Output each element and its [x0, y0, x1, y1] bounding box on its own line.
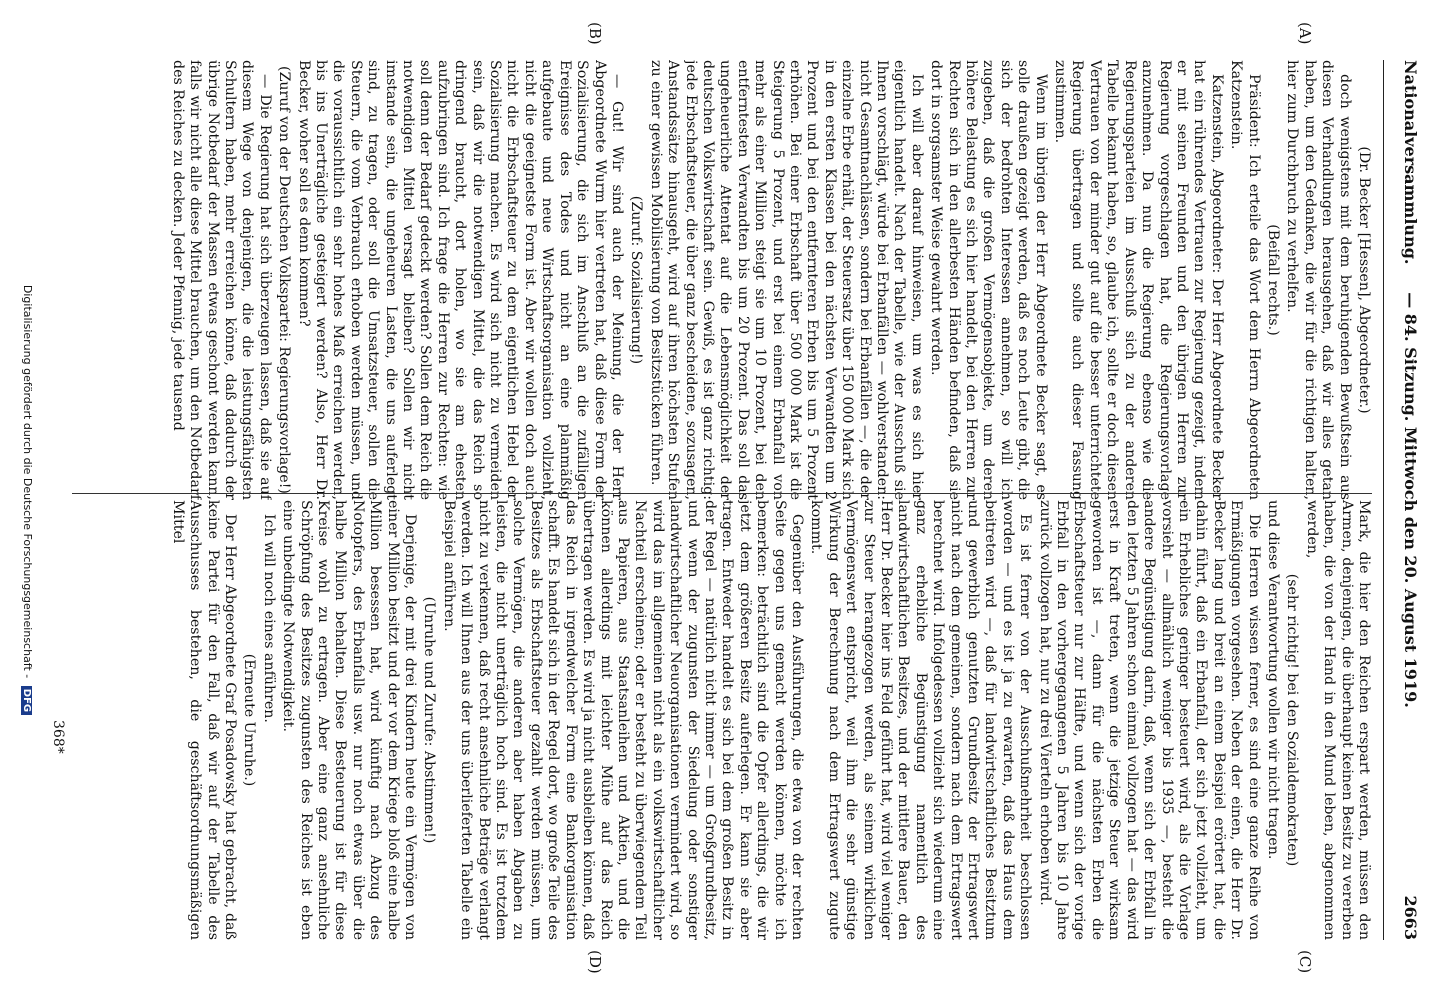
interjection: (Zuruf: Sozialisierung!) — [628, 195, 645, 365]
interjection: (Beifall rechts.) — [1264, 224, 1281, 336]
paragraph: und diese Verantwortung wollen wir nicht tragen. — [1264, 500, 1281, 860]
speaker-note: (Dr. Becker [Hessen], Abgeordneter.) — [1356, 146, 1372, 414]
signature-code: 368* — [50, 720, 66, 754]
interjection: (sehr richtig! bei den Sozialdemokraten) — [1284, 573, 1301, 867]
interjection: (Erneute Unruhe.) — [241, 653, 258, 787]
header-title: Nationalversammlung. — [1401, 60, 1420, 265]
interjection: (Zuruf von der Deutschen Volkspartei: Regierungsvorlage!) — [276, 66, 293, 494]
paragraph: Es ist ferner von der Ausschußmehrheit beschlossen worden — und es ist ja zu erwarten, daß das Haus dem beitreten wird —, daß für landwirtschaftliches Besitztum und gewerblich genutzten Grundbesitz der Ertragswert nicht nach dem gemeinen, sondern nach dem Ertragswert berechnet wird. Infolgedessen vollzieht sich wiederum eine ganz erhebliche Begünstigung namentlich des landwirtschaftlichen Besitzes, und der mittlere Bauer, den Herr Dr. Becker hier ins Feld geführt hat, wird viel weniger zur Steuer herangezogen werden, als seinem wirklichen Vermögenswert entspricht, weil ihm die sehr günstige Wirkung der Berechnung nach dem Ertragswert zugute kommt. — [808, 500, 1034, 940]
paragraph: Ich will aber darauf hinweisen, um was es sich hier eigentlich handelt. Nach der Tabelle, wie der Ausschuß sie Ihnen vorschlägt, würde bei Erbanfällen — wohlverstanden: nicht Gesamtnachlässen, sondern bei Erbanfällen —, die der einzelne Erbe erhält, der Steuersatz über 150 000 Mark sich in den ersten Klassen bei den nächsten Verwandten um 2 Prozent und bei den entfernteren Erben bis um 5 Prozent erhöhen. Bei einer Erbschaft über 500 000 Mark ist die Steigerung 5 Prozent, und erst bei einem Erbanfall von mehr als einer Million steigt sie um 10 Prozent, bei den entferntesten Verwandten bis um 20 Prozent. Das soll das ungeheuerliche Attentat auf die Lebensmöglichkeit der deutschen Volkswirtschaft sein. Gewiß, es ist ganz richtig: jede Erbschaftsteuer, die über ganz bescheidene, sozusagen, Anstandssätze hinausgeht, wird auf ihren höchsten Stufen zu einer gewissen Mobilisierung von Besitzstücken führen. — [647, 60, 925, 500]
paragraph: Wenn im übrigen der Herr Abgeordnete Becker sagt, es solle draußen gezeigt werden, daß es noch Leute gibt, die sich der bedrohten Interessen annehmen, so will ich zugeben, daß die großen Vermögensobjekte, um deren höhere Belastung es sich hier handelt, bei den Herren zur Rechten sich in den allerbesten Händen befinden, daß sie dort in sorgsamster Weise gewahrt werden. — [928, 60, 1049, 500]
digitization-credit — [21, 0, 34, 1000]
paragraph: Präsident: Ich erteile das Wort dem Herrn Abgeordneten Katzenstein. — [1228, 60, 1262, 500]
margin-marker-d: (D) — [586, 950, 604, 974]
page-header — [1380, 60, 1420, 940]
paragraph: — Die Regierung hat sich überzeugen lassen, daß sie auf diesem Wege von denjenigen, die die leistungsfähigsten Schultern haben, mehr erreichen könne, daß dadurch der übrige Notbedarf der Massen etwas geschont werden kann, falls wir nicht alle diese Mittel brauchen, um den Notbedarf des Reiches zu decken. Jeder Pfennig, jede tausend — [169, 60, 273, 500]
header-session: — 84. Sitzung. Mittwoch den 20. August 1919. — [1401, 292, 1420, 708]
paragraph: Mark, die hier den Reichen erspart werden, müssen den Armen, denjenigen, die überhaupt keinen Besitz zu vererben haben, die von der Hand in den Mund leben, abgenommen werden, — [1303, 500, 1372, 940]
paragraph: Die Herren wissen ferner, es sind eine ganze Reihe von Ermäßigungen vorgesehen. Neben der einen, die Herr Dr. Becker lang und breit an einem Beispiel erörtert hat, die dahin führt, daß ein Erbanfall, der sich jetzt vollzieht, um ein Erhebliches geringer besteuert wird, als die Vorlage vorsieht — allmählich weniger bis 1935 —, besteht die andere Begünstigung darin, daß, wenn sich der Erbfall in den letzten 5 Jahren schon einmal vollzogen hat — das wird erst in Kraft treten, wenn die jetzige Steuer wirksam geworden ist —, dann für die nächsten Erben die Erbschaftsteuer nur zur Hälfte, und wenn sich der vorige Erbfall in den vorhergegangenen 5 Jahren bis 10 Jahre zurück vollzogen hat, nur zu drei Vierteln erhoben wird. — [1036, 500, 1262, 940]
page-number: 2663 — [1401, 895, 1420, 940]
paragraph: doch wenigstens mit dem beruhigenden Bewußtsein aus diesen Verhandlungen herausgehen, daß wir alles getan haben, um den Gedanken, die wir für die richtigen halten, hier zum Durchbruch zu verhelfen. — [1284, 60, 1353, 500]
credit-text: Digitalisierung gefördert durch die Deutsche Forschungsgemeinschaft - — [21, 284, 34, 679]
interjection: (Unruhe und Zurufe: Abstimmen!) — [421, 596, 438, 844]
paragraph: — Gut! Wir sind auch der Meinung, die der Herr Abgeordnete Wurm hier vertreten hat, daß diese Form der Sozialisierung, die sich im Anschluß an die zufälligen Ereignisse des Todes und nicht an eine planmäßig aufgebaute und neue Wirtschaftsorganisation vollzieht, nicht die geeignetste Form ist. Aber wir wollen doch auch nicht die Erbschaftsteuer zu dem eigentlichen Hebel der Sozialisierung machen. Es wird sich nicht zu vermeiden sein, daß wir die notwendigen Mittel, die das Reich so dringend braucht, dort holen, wo sie am ehesten aufzubringen sind. Ich frage die Herren zur Rechten: wie soll denn der Bedarf gedeckt werden? Sollen dem Reich die notwendigen Mittel versagt bleiben? Sollen wir nicht imstande sein, die ungeheuren Lasten, die uns auferlegt sind, zu tragen, oder soll die Umsatzsteuer, sollen die Steuern, die vom Verbrauch erhoben werden müssen, und die voraussichtlich ein sehr hohes Maß erreichen werden, bis ins Unerträgliche gesteigert werden? Also, Herr Dr. Becker, woher soll es denn kommen? — [295, 60, 625, 500]
column-divider — [72, 493, 1372, 494]
margin-marker-b: (B) — [586, 22, 604, 45]
dfg-logo: DFG — [21, 686, 32, 715]
paragraph: Ich will noch eines anführen. — [260, 514, 277, 723]
margin-marker-a: (A) — [1296, 22, 1314, 45]
right-column — [72, 500, 1372, 940]
paragraph: Katzenstein, Abgeordneter: Der Herr Abgeordnete Becker hat ein rührendes Vertrauen zur Regierung gezeigt, indem er mit seinen Freunden und den übrigen Herren zur Regierung vorgeschlagen hat, die Regierungsvorlage anzunehmen. Da nun die Regierung ebenso wie die Regierungsparteien im Ausschuß sich zu der anderen Tabelle bekannt haben, so, glaube ich, sollte er doch diesen Vertrauen von der minder gut auf die besser unterrichtete Regierung übertragen und sollte auch dieser Fassung zustimmen. — [1052, 60, 1225, 500]
paragraph: Derjenige, der mit drei Kindern heute ein Vermögen von einer Million besitzt und der vor dem Kriege bloß eine halbe Million besessen hat, wird künftig nach Abzug des Notopfers, des Erbanfalls usw. nur noch etwas über die halbe Million behalten. Diese Besteuerung ist für diese Kreise wohl zu ertragen. Aber eine ganz ansehnliche Schröpfung des Besitzes zugunsten des Reiches ist eben eine unbedingte Notwendigkeit. — [280, 500, 419, 940]
paragraph: Gegenüber den Ausführungen, die etwa von der rechten Seite gegen uns gemacht werden können, möchte ich bemerken: beträchtlich sind die Opfer allerdings, die wir jetzt dem größeren Besitz auferlegen. Er kann sie aber tragen. Entweder handelt es sich bei dem großen Besitz in der Regel — natürlich nicht immer — um Großgrundbesitz, und wenn der zugunsten der Siedelung oder sonstiger landwirtschaftlicher Neuorganisationen vermindert wird, so wird das im allgemeinen nicht als ein volkswirtschaftlicher Nachteil erscheinen; oder er besteht zu überwiegendem Teil aus Papieren, aus Staatsanleihen und Aktien, und die können allerdings mit leichter Mühe auf das Reich übertragen werden. Es wird ja nicht ausbleiben können, daß das Reich in irgendwelcher Form eine Bankorganisation schafft. Es handelt sich in der Regel dort, wo große Teile des Besitzes als Erbschaftsteuer gezahlt werden müssen, um solche Vermögen, die anderen aber haben Abgaben zu leisten, die nicht unerträglich hoch sind. Es ist trotzdem nicht zu verkennen, daß recht ansehnliche Beträge verlangt werden. Ich will Ihnen aus der uns überlieferten Tabelle ein Beispiel anführen. — [440, 500, 805, 940]
margin-marker-c: (C) — [1296, 950, 1314, 974]
header-rule — [1383, 60, 1384, 940]
paragraph: Der Herr Abgeordnete Graf Posadowsky hat gebracht, daß keine Partei für den Fall, daß wir auf der Tabelle des Ausschusses bestehen, die geschäftsordnungsmäßigen Mittel — [169, 500, 238, 940]
left-column — [72, 60, 1372, 500]
